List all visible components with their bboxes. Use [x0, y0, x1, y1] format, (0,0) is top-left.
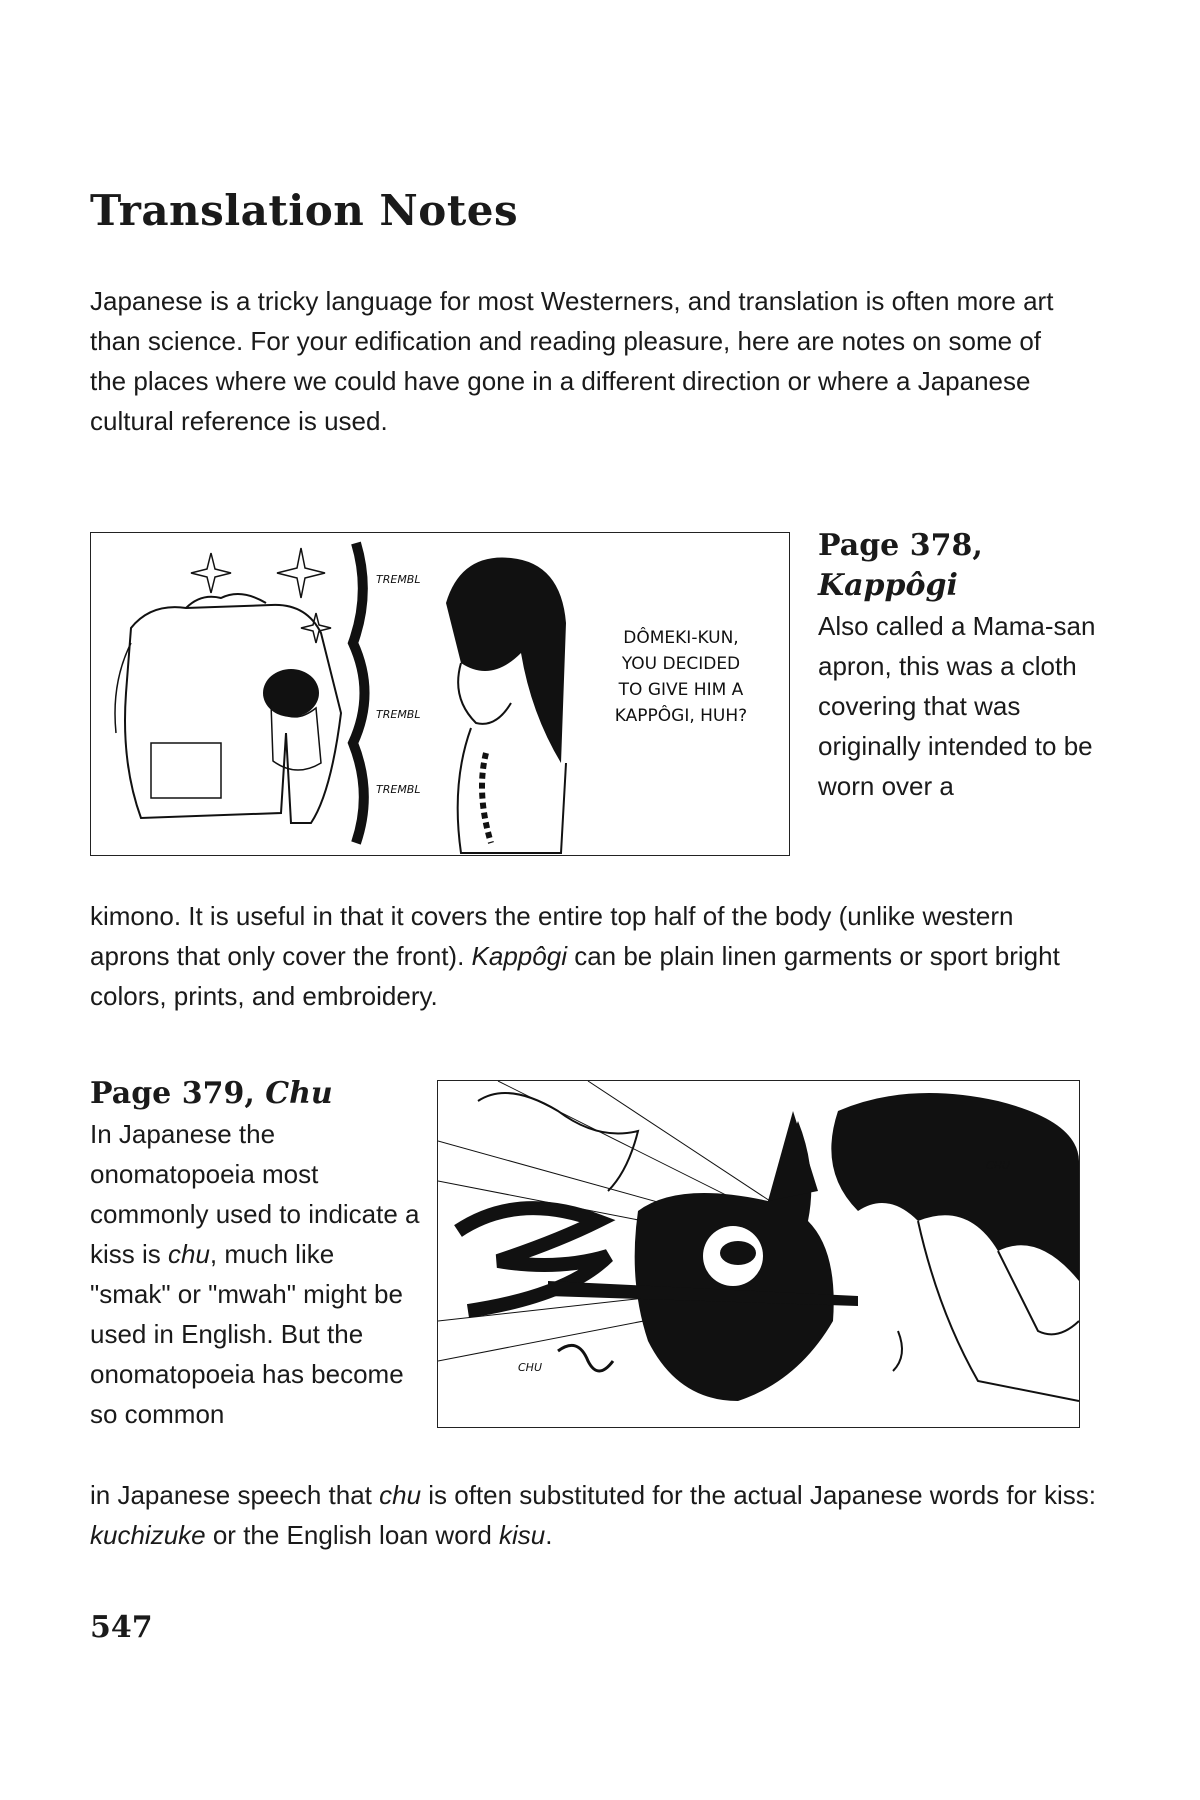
note-chu-side-2: , much like "smak" or "mwah" might be used in English. But the onomatopoeia has become so common: [90, 1239, 404, 1429]
note-chu-side-term: chu: [168, 1239, 210, 1269]
note-chu-rest-term-3: kisu: [499, 1520, 546, 1550]
manga-illustration-kappogi: [91, 533, 789, 855]
note-kappogi-rest-1: kimono. It is useful in that it covers the entire top half of the body (unlike western aprons that only cover the front).: [90, 901, 1014, 971]
note-chu-rest-term-1: chu: [379, 1480, 422, 1510]
note-chu-rest-2: is often substituted for the actual Japanese words for kiss:: [421, 1480, 1096, 1510]
note-chu-title: [90, 1074, 420, 1114]
note-chu-rest-4: .: [545, 1520, 553, 1550]
note-kappogi-side-text: Also called a Mama-san apron, this was a cloth covering that was originally intended to be worn over a: [818, 611, 1096, 801]
speech-line-4: KAPPÔGI, HUH?: [614, 706, 748, 726]
note-chu-rest-3: or the English loan word: [205, 1520, 500, 1550]
sfx-trembl-2: TREMBL: [376, 708, 421, 721]
note-kappogi-title: [818, 526, 1098, 606]
speech-line-2: YOU DECIDED: [621, 654, 741, 674]
note-kappogi-rest-term: Kappôgi: [471, 941, 567, 971]
note-kappogi-rest-2: can be plain linen garments or sport bright colors, prints, and embroidery.: [90, 941, 1060, 1011]
note-chu-rest: [90, 1475, 1100, 1555]
note-kappogi-title-prefix: Page 378,: [818, 528, 983, 563]
note-chu-rest-term-2: kuchizuke: [90, 1520, 206, 1550]
page-heading: Translation Notes: [90, 186, 519, 235]
manga-panel-kappogi: [90, 532, 790, 856]
speech-line-1: DÔMEKI-KUN,: [623, 628, 739, 648]
sfx-chu-1: CHU: [986, 1159, 1011, 1172]
page-number: 547: [90, 1610, 153, 1645]
note-chu-side-text: [90, 1114, 420, 1434]
intro-paragraph: Japanese is a tricky language for most Westerners, and translation is often more art than science. For your edification and reading pleasure, here are notes on some of the places where we could have gone in a different direction or where a Japanese cultural reference is used.: [90, 286, 1054, 436]
sfx-chu-2: CHU: [518, 1361, 543, 1374]
note-kappogi-rest: [90, 896, 1100, 1016]
manga-illustration-chu: [438, 1081, 1079, 1427]
note-chu-title-term: Chu: [265, 1076, 333, 1111]
note-kappogi-title-term: Kappôgi: [818, 568, 958, 603]
note-chu-rest-1: in Japanese speech that: [90, 1480, 380, 1510]
sfx-trembl-1: TREMBL: [376, 573, 421, 586]
note-chu-title-prefix: Page 379,: [90, 1076, 255, 1111]
note-chu-side-1: In Japanese the onomatopoeia most commonly used to indicate a kiss is: [90, 1119, 420, 1269]
speech-line-3: TO GIVE HIM A: [618, 680, 744, 700]
manga-panel-chu: [437, 1080, 1080, 1428]
note-kappogi-side: [818, 526, 1098, 806]
note-chu-side: [90, 1074, 420, 1434]
sfx-trembl-3: TREMBL: [376, 783, 421, 796]
